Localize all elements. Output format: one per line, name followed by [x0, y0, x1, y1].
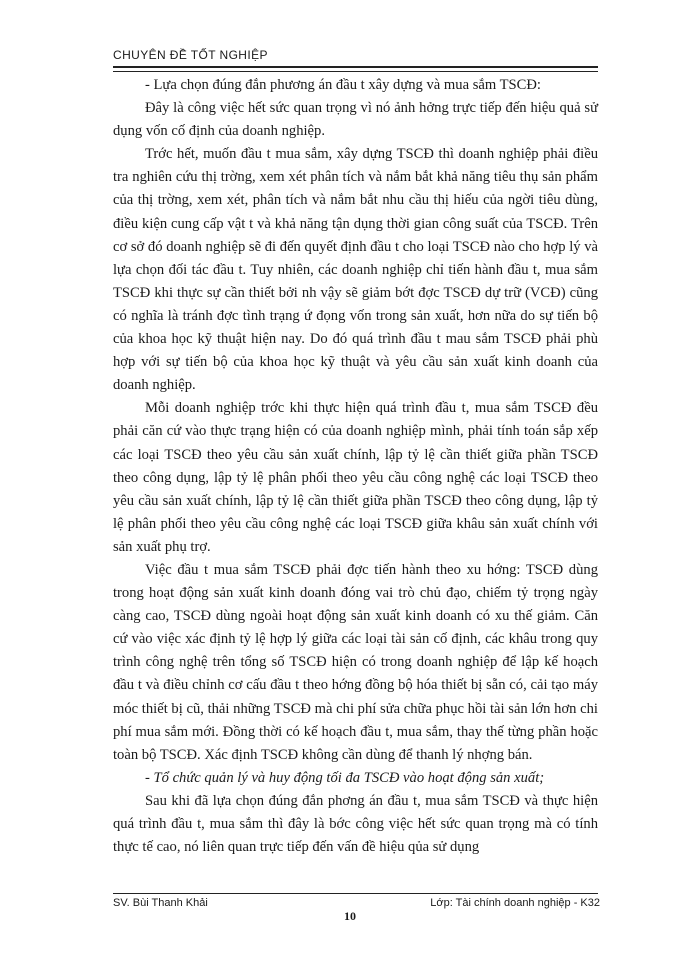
document-body: [113, 74, 598, 859]
paragraph-heading-1: - Lựa chọn đúng đắn phương án đầu t xây dựng và mua sắm TSCĐ:: [145, 77, 541, 93]
page-number: 10: [344, 909, 356, 923]
header-rule: [113, 66, 598, 72]
paragraph-4: Việc đầu t mua sắm TSCĐ phải đợc tiến hành theo xu hớng: TSCĐ dùng trong hoạt động sản xuất kinh doanh đóng vai trò chủ đạo, chiếm tỷ trọng ngày càng cao, TSCĐ dùng ngoài hoạt động sản xuất kinh doanh có xu thế giảm. Căn cứ vào việc xác định tỷ lệ hợp lý giữa các loại tài sản cố định, các khâu trong quy trình công nghệ trên tổng số TSCĐ hiện có trong doanh nghiệp để lập kế hoạch đầu t và điều chỉnh cơ cấu đầu t theo hớng đồng bộ hóa thiết bị sẵn có, cải tạo máy móc thiết bị cũ, thải những TSCĐ mà chi phí sửa chữa phục hồi tài sản lớn hơn chi phí mua sắm mới. Đồng thời có kế hoạch đầu t, mua sắm, thay thế từng phần hoặc toàn bộ TSCĐ. Xác định TSCĐ không cần dùng để thanh lý nhợng bán.: [113, 561, 598, 763]
paragraph-heading-2: - Tổ chức quản lý và huy động tối đa TSCĐ vào hoạt động sản xuất;: [145, 769, 545, 786]
paragraph-1: Đây là công việc hết sức quan trọng vì nó ảnh hởng trực tiếp đến hiệu quả sử dụng vốn cố định của doanh nghiệp.: [113, 100, 598, 140]
paragraph-5: Sau khi đã lựa chọn đúng đắn phơng án đầu t, mua sắm TSCĐ và thực hiện quá trình đầu t, mua sắm thì đây là bớc công việc hết sức quan trọng mà có tính thực tế cao, nó liên quan trực tiếp đến vấn đề hiệu qủa sử dụng: [113, 792, 598, 856]
paragraph-3: Mỗi doanh nghiệp trớc khi thực hiện quá trình đầu t, mua sắm TSCĐ đều phải căn cứ vào thực trạng hiện có của doanh nghiệp mình, phải tính toán sắp xếp các loại TSCĐ theo yêu cầu sản xuất chính, lập tỷ lệ cần thiết giữa phần TSCĐ theo công dụng, lập tỷ lệ phân phối theo yêu cầu công nghệ các loại TSCĐ theo yêu cầu sản xuất chính, lập tỷ lệ cần thiết giữa phần TSCĐ theo công dụng, lập tỷ lệ phân phối theo yêu cầu công nghệ các loại TSCĐ giữa khâu sản xuất chính với sản xuất phụ trợ.: [113, 400, 598, 555]
paragraph-2: Trớc hết, muốn đầu t mua sắm, xây dựng TSCĐ thì doanh nghiệp phải điều tra nghiên cứu thị trờng, xem xét phân tích và nắm bắt khả năng tiêu thụ sản phẩm của thị trờng, xem xét, phân tích và nắm bắt nhu cầu thị hiếu của ngời tiêu dùng, điều kiện cung cấp vật t và khả năng tận dụng thời gian công suất của TSCĐ. Trên cơ sở đó doanh nghiệp sẽ đi đến quyết định đầu t cho loại TSCĐ nào cho hợp lý và lựa chọn đối tác đầu t. Tuy nhiên, các doanh nghiệp chỉ tiến hành đầu t, mua sắm TSCĐ khi thực sự cần thiết bởi nh vậy sẽ giảm bớt đợc TSCĐ dự trữ (VCĐ) cũng có nghĩa là tránh đợc tình trạng ứ đọng vốn trong sản xuất, hơn nữa do sự tiến bộ của khoa học kỹ thuật hiện nay. Do đó quá trình đầu t mau sắm TSCĐ phải phù hợp với sự tiến bộ của khoa học kỹ thuật và yêu cầu sản xuất kinh doanh của doanh nghiệp.: [113, 146, 598, 394]
footer-rule: [113, 893, 598, 894]
footer-student: SV. Bùi Thanh Khải: [113, 897, 208, 909]
footer-class: Lớp: Tài chính doanh nghiệp - K32: [430, 897, 600, 909]
header-title: CHUYÊN ĐỀ TỐT NGHIỆP: [113, 48, 268, 62]
